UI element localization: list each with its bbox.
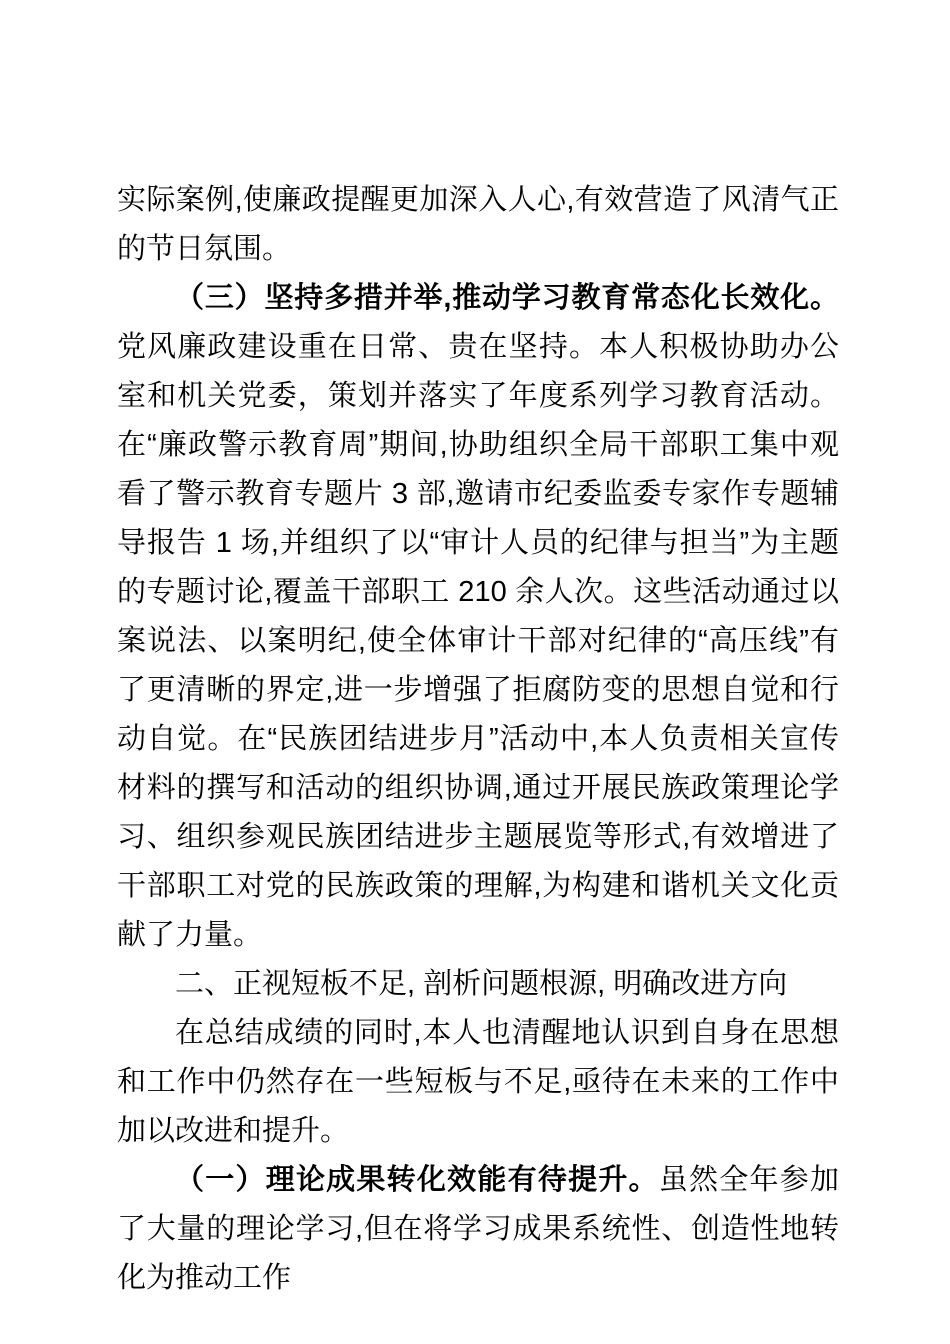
heading-text: 二、正视短板不足, 剖析问题根源, 明确改进方向: [175, 968, 788, 1000]
section-heading-three: （三）坚持多措并举,推动学习教育常态化长效化。: [175, 282, 839, 314]
paragraph-section-one: [117, 1156, 839, 1303]
heading-part-two: [117, 960, 839, 1009]
paragraph-text: 实际案例,使廉政提醒更加深入人心,有效营造了风清气正的节日氛围。: [117, 184, 839, 265]
paragraph-part-two-intro: [117, 1009, 839, 1156]
paragraph-text: 虽然全年参加了大量的理论学习,但在将学习成果系统性、创造性地转化为推动工作: [117, 1164, 839, 1294]
document-body: [117, 176, 839, 1303]
paragraph-section-three: [117, 274, 839, 960]
section-heading-one: （一）理论成果转化效能有待提升。: [175, 1164, 659, 1196]
paragraph-continuation: [117, 176, 839, 274]
paragraph-text: 在总结成绩的同时,本人也清醒地认识到自身在思想和工作中仍然存在一些短板与不足,亟待在未来的工作中加以改进和提升。: [117, 1017, 839, 1147]
paragraph-text: 党风廉政建设重在日常、贵在坚持。本人积极协助办公室和机关党委，策划并落实了年度系列学习教育活动。在“廉政警示教育周”期间,协助组织全局干部职工集中观看了警示教育专题片 3 部,邀请市纪委监委专家作专题辅导报告 1 场,并组织了以“审计人员的纪律与担当”为主题的专题讨论,覆盖干部职工 210 余人次。这些活动通过以案说法、以案明纪,使全体审计干部对纪律的“高压线”有了更清晰的界定,进一步增强了拒腐防变的思想自觉和行动自觉。在“民族团结进步月”活动中,本人负责相关宣传材料的撰写和活动的组织协调,通过开展民族政策理论学习、组织参观民族团结进步主题展览等形式,有效增进了干部职工对党的民族政策的理解,为构建和谐机关文化贡献了力量。: [117, 331, 839, 951]
